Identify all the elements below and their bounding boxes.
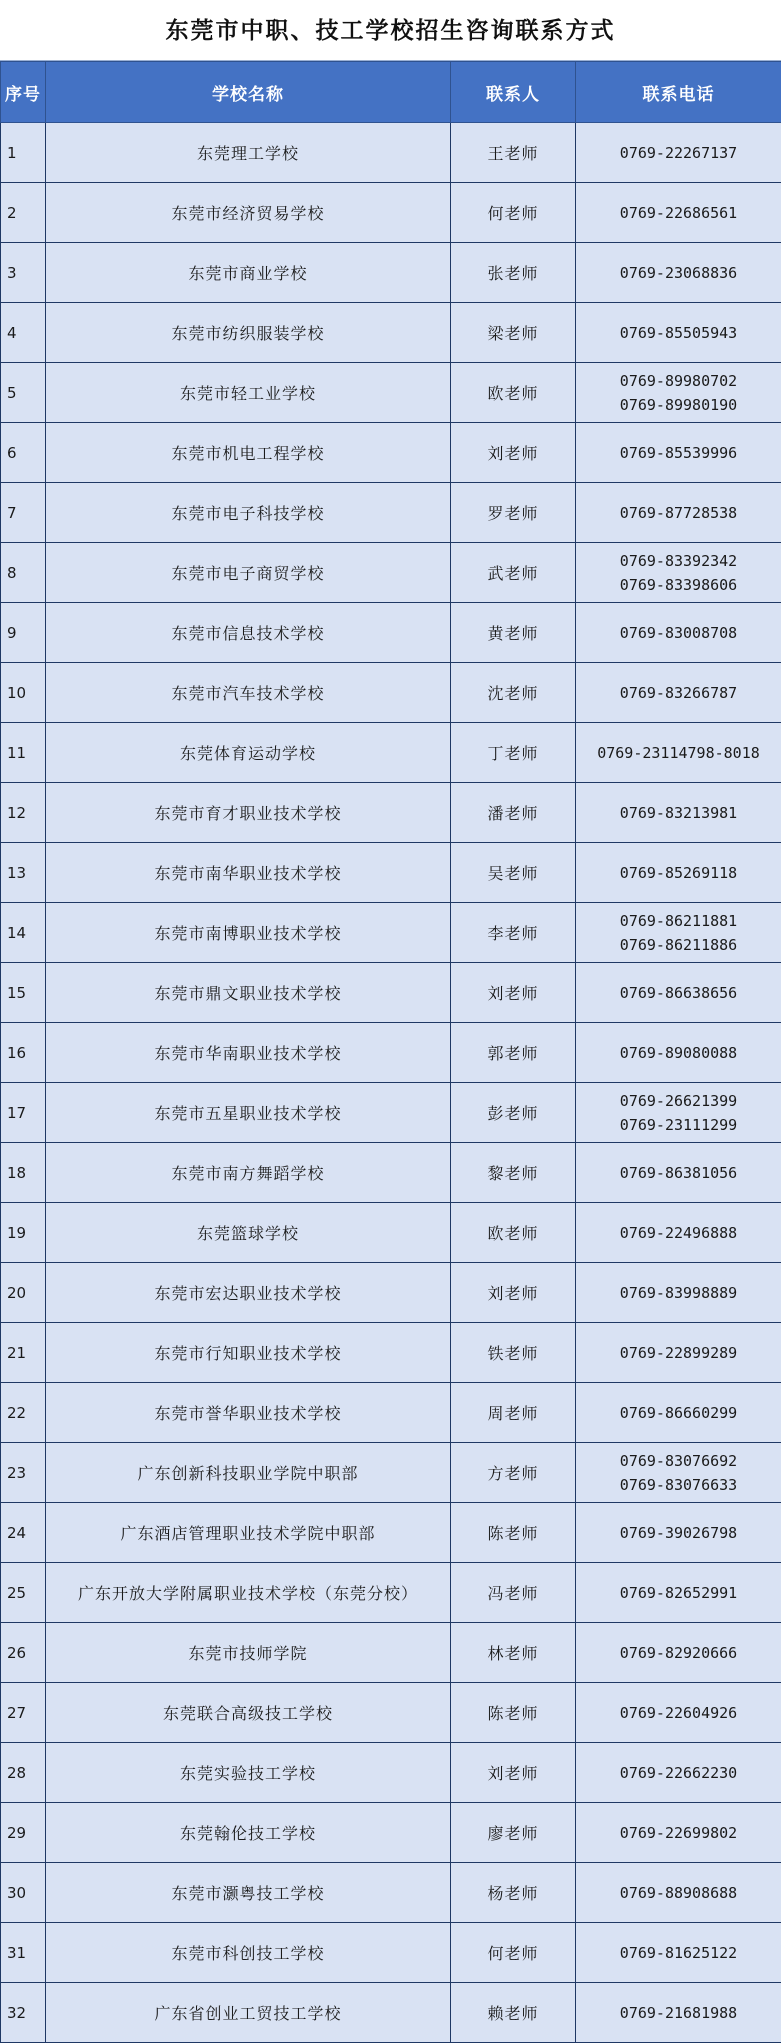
row-serial-number: 15 (1, 963, 46, 1023)
phone-cell (576, 603, 781, 663)
row-serial-number: 30 (1, 1863, 46, 1923)
phone-number: 0769-89080088 (576, 1041, 781, 1065)
contact-person-cell: 武老师 (451, 543, 576, 603)
phone-cell (576, 1683, 781, 1743)
table-row (1, 1923, 781, 1983)
phone-number: 0769-89980702 (576, 369, 781, 393)
phone-cell (576, 1623, 781, 1683)
phone-number: 0769-86638656 (576, 981, 781, 1005)
page-title: 东莞市中职、技工学校招生咨询联系方式 (0, 0, 781, 61)
contact-person-cell: 铁老师 (451, 1323, 576, 1383)
row-serial-number: 8 (1, 543, 46, 603)
contact-person-cell: 陈老师 (451, 1683, 576, 1743)
school-name-cell: 东莞市汽车技术学校 (46, 663, 451, 723)
phone-cell (576, 183, 781, 243)
phone-number: 0769-86211886 (576, 933, 781, 957)
phone-number: 0769-83213981 (576, 801, 781, 825)
phone-number: 0769-85539996 (576, 441, 781, 465)
phone-cell (576, 1263, 781, 1323)
contact-person-cell: 彭老师 (451, 1083, 576, 1143)
school-name-cell: 广东开放大学附属职业技术学校（东莞分校） (46, 1563, 451, 1623)
row-serial-number: 24 (1, 1503, 46, 1563)
contact-person-cell: 李老师 (451, 903, 576, 963)
phone-number: 0769-82652991 (576, 1581, 781, 1605)
phone-number: 0769-21681988 (576, 2001, 781, 2025)
phone-number: 0769-83076633 (576, 1473, 781, 1497)
phone-number: 0769-82920666 (576, 1641, 781, 1665)
table-row (1, 1083, 781, 1143)
row-serial-number: 7 (1, 483, 46, 543)
header-contact-phone: 联系电话 (576, 62, 781, 123)
contact-person-cell: 何老师 (451, 183, 576, 243)
school-name-cell: 东莞市南方舞蹈学校 (46, 1143, 451, 1203)
table-body (1, 123, 781, 2043)
row-serial-number: 14 (1, 903, 46, 963)
phone-cell (576, 1383, 781, 1443)
school-name-cell: 东莞实验技工学校 (46, 1743, 451, 1803)
contact-person-cell: 林老师 (451, 1623, 576, 1683)
school-name-cell: 东莞市机电工程学校 (46, 423, 451, 483)
phone-cell (576, 1563, 781, 1623)
school-name-cell: 东莞市育才职业技术学校 (46, 783, 451, 843)
phone-number: 0769-22686561 (576, 201, 781, 225)
phone-cell (576, 1143, 781, 1203)
table-row (1, 1443, 781, 1503)
school-name-cell: 广东省创业工贸技工学校 (46, 1983, 451, 2043)
phone-number: 0769-22496888 (576, 1221, 781, 1245)
contact-person-cell: 欧老师 (451, 1203, 576, 1263)
table-row (1, 603, 781, 663)
phone-number: 0769-89980190 (576, 393, 781, 417)
table-row (1, 783, 781, 843)
contact-person-cell: 杨老师 (451, 1863, 576, 1923)
table-row (1, 303, 781, 363)
phone-cell (576, 1203, 781, 1263)
header-row (1, 62, 781, 123)
phone-number: 0769-23114798-8018 (576, 741, 781, 765)
table-row (1, 423, 781, 483)
table-row (1, 1623, 781, 1683)
contact-person-cell: 沈老师 (451, 663, 576, 723)
row-serial-number: 2 (1, 183, 46, 243)
phone-cell (576, 663, 781, 723)
school-name-cell: 东莞市信息技术学校 (46, 603, 451, 663)
table-row (1, 1803, 781, 1863)
contact-person-cell: 梁老师 (451, 303, 576, 363)
phone-cell (576, 123, 781, 183)
table-row (1, 663, 781, 723)
row-serial-number: 25 (1, 1563, 46, 1623)
school-name-cell: 东莞篮球学校 (46, 1203, 451, 1263)
phone-number: 0769-83076692 (576, 1449, 781, 1473)
row-serial-number: 26 (1, 1623, 46, 1683)
table-row (1, 1683, 781, 1743)
contact-person-cell: 欧老师 (451, 363, 576, 423)
contact-person-cell: 方老师 (451, 1443, 576, 1503)
phone-number: 0769-22899289 (576, 1341, 781, 1365)
contact-person-cell: 刘老师 (451, 963, 576, 1023)
phone-number: 0769-83398606 (576, 573, 781, 597)
school-name-cell: 东莞市电子科技学校 (46, 483, 451, 543)
table-row (1, 363, 781, 423)
row-serial-number: 3 (1, 243, 46, 303)
phone-cell (576, 1863, 781, 1923)
header-serial-number: 序号 (1, 62, 46, 123)
school-name-cell: 东莞市南博职业技术学校 (46, 903, 451, 963)
row-serial-number: 11 (1, 723, 46, 783)
phone-number: 0769-87728538 (576, 501, 781, 525)
row-serial-number: 4 (1, 303, 46, 363)
contact-person-cell: 王老师 (451, 123, 576, 183)
contact-person-cell: 郭老师 (451, 1023, 576, 1083)
school-name-cell: 东莞市五星职业技术学校 (46, 1083, 451, 1143)
table-row (1, 1503, 781, 1563)
table-row (1, 1203, 781, 1263)
table-row (1, 543, 781, 603)
phone-cell (576, 1023, 781, 1083)
table-row (1, 483, 781, 543)
phone-number: 0769-23068836 (576, 261, 781, 285)
contact-person-cell: 吴老师 (451, 843, 576, 903)
row-serial-number: 29 (1, 1803, 46, 1863)
row-serial-number: 32 (1, 1983, 46, 2043)
phone-number: 0769-22699802 (576, 1821, 781, 1845)
school-contact-table (0, 61, 781, 2043)
row-serial-number: 27 (1, 1683, 46, 1743)
school-name-cell: 东莞市行知职业技术学校 (46, 1323, 451, 1383)
phone-number: 0769-22662230 (576, 1761, 781, 1785)
school-name-cell: 东莞市鼎文职业技术学校 (46, 963, 451, 1023)
table-row (1, 123, 781, 183)
school-name-cell: 东莞体育运动学校 (46, 723, 451, 783)
row-serial-number: 19 (1, 1203, 46, 1263)
school-name-cell: 东莞联合高级技工学校 (46, 1683, 451, 1743)
school-name-cell: 东莞市誉华职业技术学校 (46, 1383, 451, 1443)
table-row (1, 1023, 781, 1083)
school-name-cell: 东莞理工学校 (46, 123, 451, 183)
contact-person-cell: 刘老师 (451, 423, 576, 483)
row-serial-number: 12 (1, 783, 46, 843)
phone-number: 0769-22267137 (576, 141, 781, 165)
contact-person-cell: 黎老师 (451, 1143, 576, 1203)
table-row (1, 723, 781, 783)
school-name-cell: 东莞市轻工业学校 (46, 363, 451, 423)
school-name-cell: 东莞市经济贸易学校 (46, 183, 451, 243)
table-row (1, 1983, 781, 2043)
phone-number: 0769-88908688 (576, 1881, 781, 1905)
table-row (1, 1863, 781, 1923)
school-name-cell: 东莞市华南职业技术学校 (46, 1023, 451, 1083)
phone-number: 0769-22604926 (576, 1701, 781, 1725)
phone-number: 0769-83008708 (576, 621, 781, 645)
phone-number: 0769-39026798 (576, 1521, 781, 1545)
phone-number: 0769-86211881 (576, 909, 781, 933)
contact-person-cell: 陈老师 (451, 1503, 576, 1563)
phone-cell (576, 1983, 781, 2043)
table-row (1, 903, 781, 963)
phone-number: 0769-23111299 (576, 1113, 781, 1137)
phone-number: 0769-86660299 (576, 1401, 781, 1425)
school-name-cell: 东莞市南华职业技术学校 (46, 843, 451, 903)
phone-number: 0769-83998889 (576, 1281, 781, 1305)
table-row (1, 1263, 781, 1323)
row-serial-number: 1 (1, 123, 46, 183)
phone-cell (576, 243, 781, 303)
table-header (1, 62, 781, 123)
row-serial-number: 13 (1, 843, 46, 903)
phone-cell (576, 1923, 781, 1983)
phone-cell (576, 723, 781, 783)
row-serial-number: 16 (1, 1023, 46, 1083)
school-name-cell: 东莞翰伦技工学校 (46, 1803, 451, 1863)
phone-cell (576, 543, 781, 603)
phone-number: 0769-83392342 (576, 549, 781, 573)
phone-number: 0769-86381056 (576, 1161, 781, 1185)
contact-person-cell: 丁老师 (451, 723, 576, 783)
row-serial-number: 10 (1, 663, 46, 723)
row-serial-number: 21 (1, 1323, 46, 1383)
row-serial-number: 5 (1, 363, 46, 423)
school-name-cell: 东莞市技师学院 (46, 1623, 451, 1683)
phone-cell (576, 363, 781, 423)
phone-cell (576, 1443, 781, 1503)
table-row (1, 1383, 781, 1443)
row-serial-number: 6 (1, 423, 46, 483)
contact-person-cell: 罗老师 (451, 483, 576, 543)
header-contact-person: 联系人 (451, 62, 576, 123)
contact-person-cell: 冯老师 (451, 1563, 576, 1623)
phone-number: 0769-26621399 (576, 1089, 781, 1113)
phone-number: 0769-83266787 (576, 681, 781, 705)
contact-person-cell: 张老师 (451, 243, 576, 303)
phone-cell (576, 843, 781, 903)
contact-person-cell: 潘老师 (451, 783, 576, 843)
table-row (1, 243, 781, 303)
phone-cell (576, 1323, 781, 1383)
row-serial-number: 17 (1, 1083, 46, 1143)
phone-cell (576, 783, 781, 843)
row-serial-number: 22 (1, 1383, 46, 1443)
school-name-cell: 东莞市科创技工学校 (46, 1923, 451, 1983)
phone-number: 0769-81625122 (576, 1941, 781, 1965)
contact-person-cell: 刘老师 (451, 1263, 576, 1323)
phone-number: 0769-85269118 (576, 861, 781, 885)
row-serial-number: 20 (1, 1263, 46, 1323)
phone-cell (576, 1503, 781, 1563)
table-row (1, 1143, 781, 1203)
contact-person-cell: 何老师 (451, 1923, 576, 1983)
contact-person-cell: 赖老师 (451, 1983, 576, 2043)
phone-cell (576, 1743, 781, 1803)
contact-person-cell: 廖老师 (451, 1803, 576, 1863)
school-name-cell: 东莞市宏达职业技术学校 (46, 1263, 451, 1323)
contact-person-cell: 周老师 (451, 1383, 576, 1443)
row-serial-number: 31 (1, 1923, 46, 1983)
table-row (1, 1743, 781, 1803)
school-name-cell: 广东酒店管理职业技术学院中职部 (46, 1503, 451, 1563)
phone-cell (576, 423, 781, 483)
phone-number: 0769-85505943 (576, 321, 781, 345)
row-serial-number: 28 (1, 1743, 46, 1803)
header-school-name: 学校名称 (46, 62, 451, 123)
phone-cell (576, 903, 781, 963)
phone-cell (576, 1803, 781, 1863)
phone-cell (576, 1083, 781, 1143)
contact-person-cell: 刘老师 (451, 1743, 576, 1803)
phone-cell (576, 963, 781, 1023)
contact-person-cell: 黄老师 (451, 603, 576, 663)
school-name-cell: 东莞市商业学校 (46, 243, 451, 303)
row-serial-number: 23 (1, 1443, 46, 1503)
table-row (1, 1563, 781, 1623)
phone-cell (576, 303, 781, 363)
table-row (1, 1323, 781, 1383)
school-name-cell: 东莞市纺织服装学校 (46, 303, 451, 363)
row-serial-number: 18 (1, 1143, 46, 1203)
table-row (1, 963, 781, 1023)
phone-cell (576, 483, 781, 543)
row-serial-number: 9 (1, 603, 46, 663)
school-name-cell: 东莞市电子商贸学校 (46, 543, 451, 603)
school-name-cell: 广东创新科技职业学院中职部 (46, 1443, 451, 1503)
table-row (1, 183, 781, 243)
table-row (1, 843, 781, 903)
school-name-cell: 东莞市灏粤技工学校 (46, 1863, 451, 1923)
